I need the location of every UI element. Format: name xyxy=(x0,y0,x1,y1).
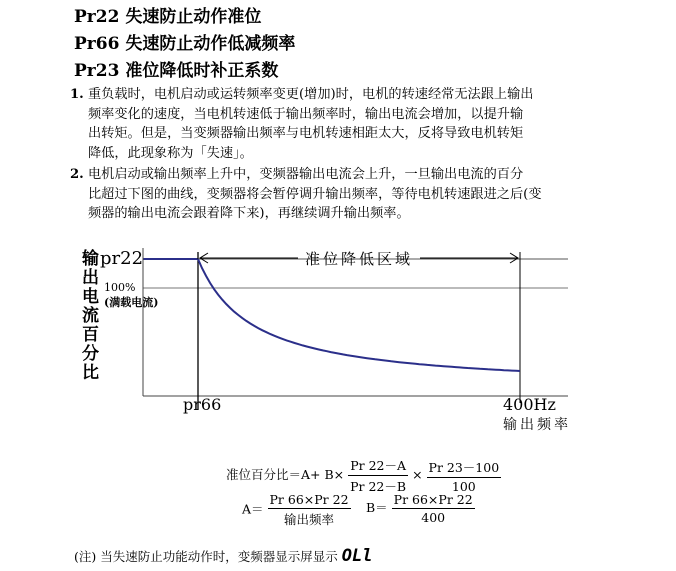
stall-curve-figure xyxy=(0,238,676,438)
fraction-numerator: Pr 66×Pr 22 xyxy=(393,492,473,507)
formula-a-fraction xyxy=(268,492,351,528)
formula-a-lhs: A＝ xyxy=(242,501,264,517)
y-axis-label-char: 输 xyxy=(82,249,99,269)
paragraph-line: 出转矩。但是，当变频器输出频率与电机转速相距太大，反将导致电机转矩 xyxy=(88,126,524,141)
pr66-label: pr66 xyxy=(183,395,222,414)
full-load-label-percent: 100% xyxy=(104,281,136,294)
x-axis-label: 输出频率 xyxy=(503,417,571,433)
y-axis-label-char: 比 xyxy=(82,363,99,383)
fraction-denominator: 400 xyxy=(421,510,446,525)
y-axis-label-char: 流 xyxy=(82,306,99,326)
paragraph-number: 2. xyxy=(70,167,84,182)
fraction-numerator: Pr 22－A xyxy=(348,456,408,476)
formula-fraction-1 xyxy=(348,456,408,495)
note xyxy=(74,546,372,566)
y-axis-label-char: 出 xyxy=(82,268,99,288)
display-code: OLl xyxy=(341,546,373,566)
formula-fraction-2 xyxy=(427,458,502,494)
y-axis-label xyxy=(81,248,99,383)
paragraph-line: 重负载时，电机启动或运转频率变更(增加)时，电机的转速经常无法跟上输出 xyxy=(88,87,534,102)
paragraph-line: 频器的输出电流会跟着降下来)，再继续调升输出频率。 xyxy=(88,206,410,221)
formula-a xyxy=(242,492,351,528)
fraction-numerator: Pr 23－100 xyxy=(427,458,502,478)
heading-pr22: Pr22 失速防止动作准位 xyxy=(74,7,262,27)
note-text: (注) 当失速防止功能动作时，变频器显示屏显示 xyxy=(74,549,338,564)
formula-main-lhs: 准位百分比＝A+ B× xyxy=(226,467,345,482)
formula-times: × xyxy=(412,467,423,482)
fraction-numerator: Pr 66×Pr 22 xyxy=(269,492,349,507)
full-load-label-text: (满载电流) xyxy=(104,296,159,309)
region-label: 准位降低区域 xyxy=(304,250,414,268)
heading-pr66: Pr66 失速防止动作低减频率 xyxy=(74,34,296,54)
fraction-denominator: Pr 22－B xyxy=(350,479,407,494)
formula-main xyxy=(226,456,501,495)
paragraph-number: 1. xyxy=(70,87,84,102)
fraction-denominator: 输出频率 xyxy=(284,512,335,527)
heading-pr23: Pr23 准位降低时补正系数 xyxy=(74,61,279,81)
paragraph-line: 降低，此现象称为「失速」。 xyxy=(88,145,253,161)
formula-b xyxy=(366,492,475,525)
paragraph-line: 比超过下图的曲线，变频器将会暂停调升输出频率，等待电机转速跟进之后(变 xyxy=(88,186,542,202)
y-axis-label-char: 百 xyxy=(82,325,99,345)
freq-400-label: 400Hz xyxy=(503,395,556,414)
formula-b-lhs: B＝ xyxy=(366,500,388,515)
y-axis-label-char: 分 xyxy=(82,344,99,364)
y-axis-label-char: 电 xyxy=(82,287,99,307)
paragraph-1 xyxy=(70,85,640,163)
paragraph-2 xyxy=(70,165,640,224)
formula-b-fraction xyxy=(392,492,475,525)
fraction-denominator: 100 xyxy=(451,478,476,494)
paragraph-line: 频率变化的速度，当电机转速低于输出频率时，输出电流会增加，以提升输 xyxy=(88,106,524,122)
paragraph-line: 电机启动或输出频率上升中，变频器输出电流会上升，一旦输出电流的百分 xyxy=(88,167,524,182)
pr22-label: pr22 xyxy=(100,248,144,269)
stall-level-curve xyxy=(198,259,520,371)
